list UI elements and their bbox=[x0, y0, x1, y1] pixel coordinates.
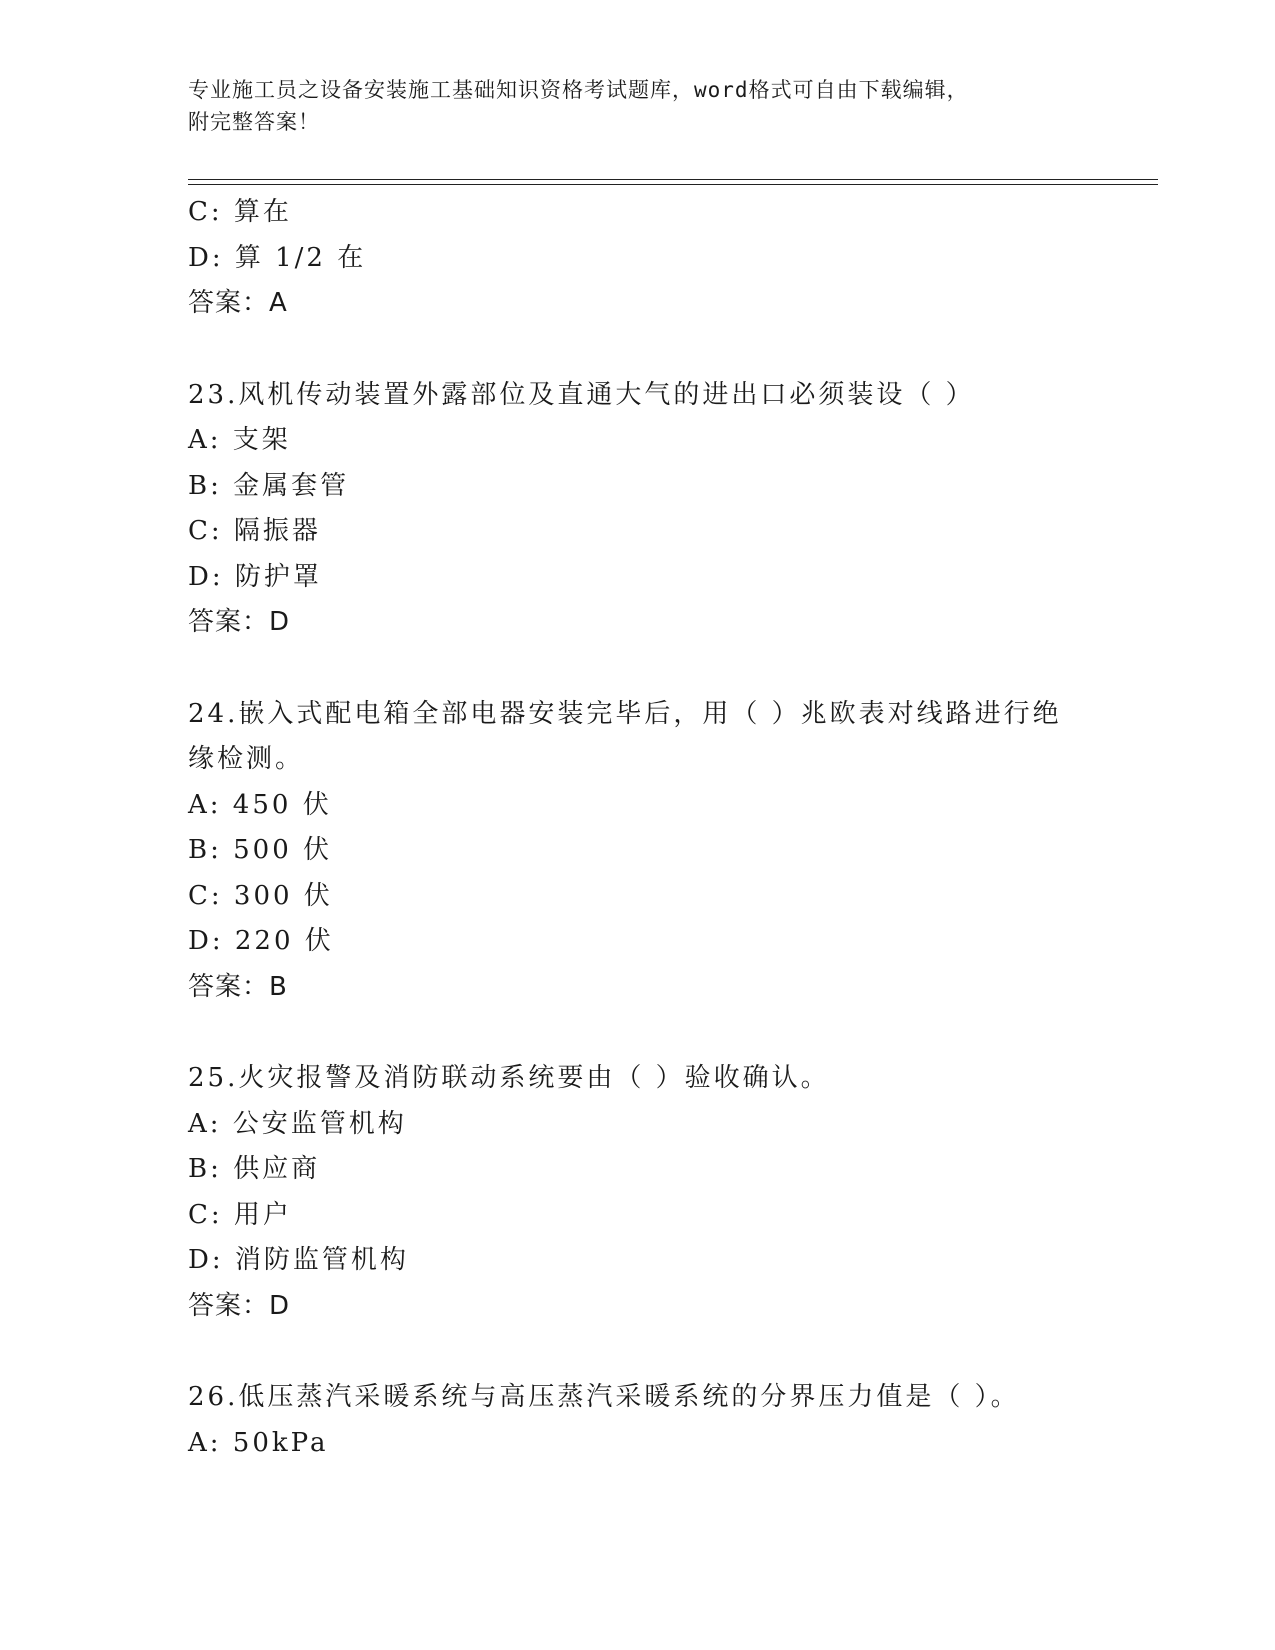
question-stem: 25.火灾报警及消防联动系统要由（ ）验收确认。 bbox=[188, 1063, 830, 1093]
question-stem: 26.低压蒸汽采暖系统与高压蒸汽采暖系统的分界压力值是（ ）。 bbox=[188, 1382, 1020, 1412]
option-b: B: 金属套管 bbox=[188, 470, 350, 501]
option-b: B: 供应商 bbox=[188, 1154, 321, 1184]
header-divider-bottom bbox=[188, 184, 1158, 185]
answer-line: 答案：B bbox=[188, 971, 288, 1002]
option-a: A: 公安监管机构 bbox=[188, 1108, 407, 1139]
answer-line: 答案：A bbox=[188, 288, 288, 318]
option-c: C: 算在 bbox=[188, 197, 292, 227]
question-25 bbox=[188, 1056, 1088, 1329]
option-c: C: 隔振器 bbox=[188, 516, 321, 546]
header-line-2: 附完整答案！ bbox=[188, 110, 320, 134]
option-d: D: 消防监管机构 bbox=[188, 1245, 409, 1275]
document-header bbox=[188, 74, 1068, 138]
question-24 bbox=[188, 692, 1088, 1011]
question-content bbox=[188, 190, 1088, 1466]
answer-line: 答案：D bbox=[188, 1290, 291, 1321]
question-23 bbox=[188, 373, 1088, 646]
carryover-block bbox=[188, 190, 1088, 327]
answer-line: 答案：D bbox=[188, 607, 291, 637]
question-stem: 23.风机传动装置外露部位及直通大气的进出口必须装设（ ） bbox=[188, 379, 975, 410]
option-d: D: 220 伏 bbox=[188, 926, 334, 956]
question-26 bbox=[188, 1375, 1088, 1466]
option-a: A: 50kPa bbox=[188, 1427, 329, 1458]
option-c: C: 用户 bbox=[188, 1199, 292, 1230]
option-a: A: 450 伏 bbox=[188, 789, 332, 820]
option-d: D: 算 1/2 在 bbox=[188, 242, 367, 273]
question-stem-line-2: 缘检测。 bbox=[188, 744, 305, 774]
option-d: D: 防护罩 bbox=[188, 561, 322, 592]
question-stem-line-1: 24.嵌入式配电箱全部电器安装完毕后，用（ ）兆欧表对线路进行绝 bbox=[188, 698, 1062, 729]
option-b: B: 500 伏 bbox=[188, 835, 333, 865]
option-c: C: 300 伏 bbox=[188, 880, 333, 911]
header-line-1: 专业施工员之设备安装施工基础知识资格考试题库，word格式可自由下载编辑， bbox=[188, 78, 969, 102]
header-divider-top bbox=[188, 179, 1158, 180]
option-a: A: 支架 bbox=[188, 425, 291, 455]
